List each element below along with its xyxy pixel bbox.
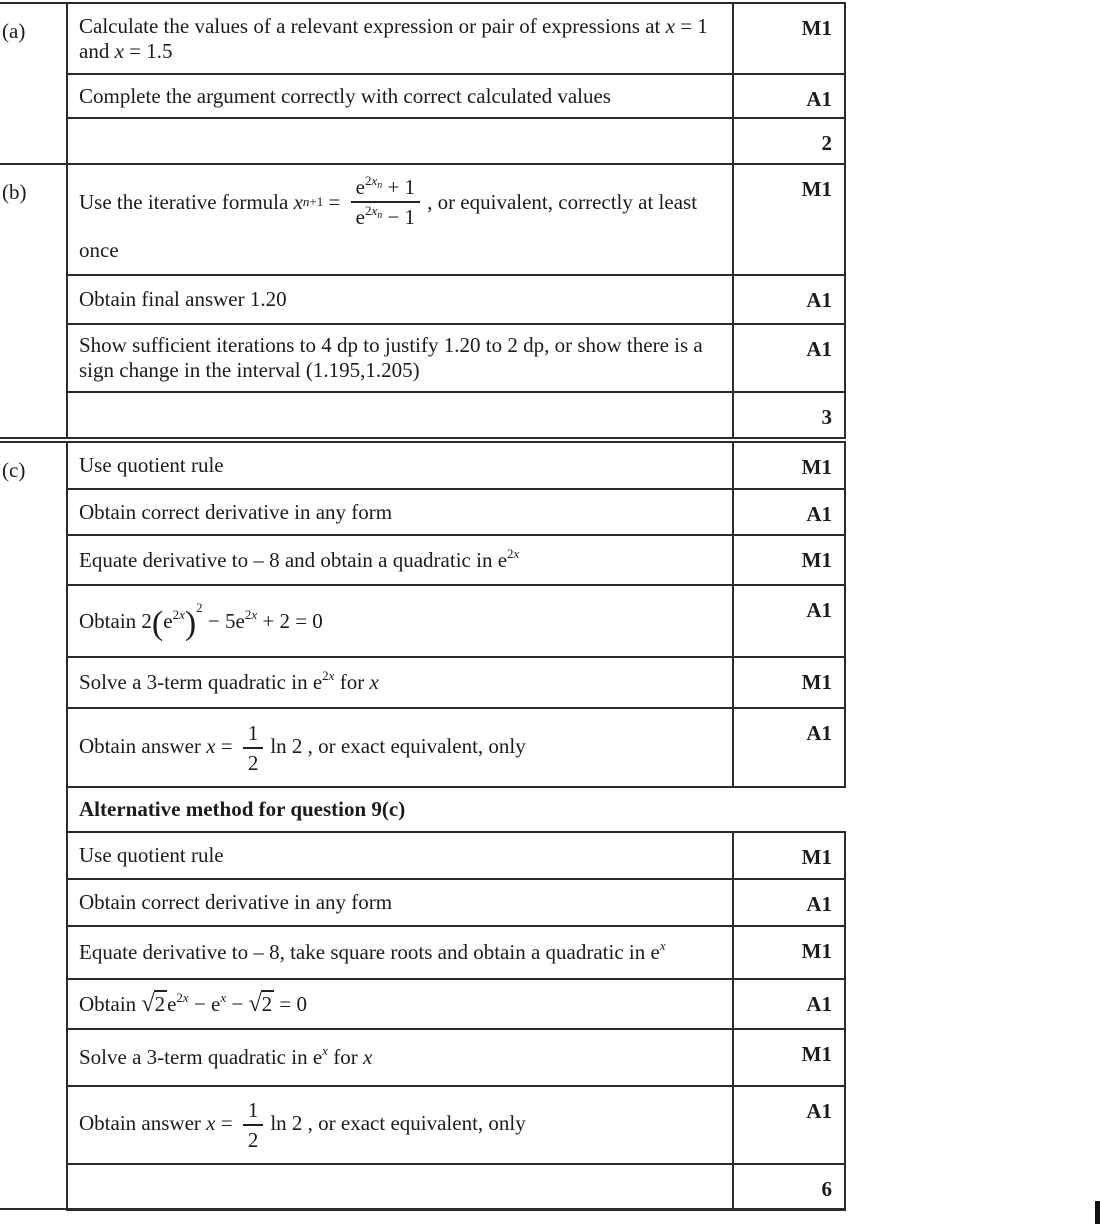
text-segment: , or exact equivalent, only <box>302 733 526 758</box>
exp-var-x: x <box>322 1043 328 1058</box>
math-var-x: x <box>293 189 303 214</box>
text-segment: once <box>79 238 119 262</box>
criterion-cell-c6 <box>67 708 733 787</box>
exp-var-x: x <box>371 173 378 188</box>
sub-var-n: n <box>302 194 310 209</box>
empty-cell <box>67 118 733 164</box>
exp-var-x: x <box>220 989 227 1005</box>
marks-table-part-c <box>0 441 846 1211</box>
math-var-x: x <box>206 733 216 758</box>
fraction-numerator <box>351 173 420 203</box>
exponent <box>660 938 666 953</box>
alternative-method-header: Alternative method for question 9(c) <box>67 787 845 832</box>
math-var-x: x <box>114 38 124 63</box>
criterion-cell-c12 <box>67 1086 733 1164</box>
text-segment: Use the iterative formula <box>79 189 294 214</box>
text-segment: Obtain final answer 1.20 <box>79 287 287 311</box>
equals-sign: = <box>215 1110 238 1135</box>
criterion-cell-c5 <box>67 657 733 708</box>
mark-cell-b3: A1 <box>733 324 845 392</box>
sub-plus-one: +1 <box>309 194 324 209</box>
text-segment: = 1.5 <box>123 38 173 63</box>
math-e: e <box>355 175 365 199</box>
text-segment: Obtain <box>79 609 142 633</box>
text-segment: + 2 = 0 <box>257 609 323 633</box>
part-label-b: (b) <box>0 164 67 438</box>
mark-cell-c2: A1 <box>733 489 845 535</box>
math-var-x: x <box>362 1045 373 1069</box>
mark-cell-c1: M1 <box>733 442 845 489</box>
fraction-numerator: 1 <box>243 722 264 749</box>
fraction-denominator: 2 <box>247 1128 259 1152</box>
fraction-one-half <box>243 722 264 774</box>
text-segment: , or equivalent, correctly at least <box>427 189 698 214</box>
text-segment: Use quotient rule <box>79 843 224 867</box>
minus-sign: − <box>226 991 249 1016</box>
total-marks-cell-c: 6 <box>733 1164 845 1209</box>
text-segment: Obtain answer <box>79 1110 207 1135</box>
exp-coef: 2 <box>176 989 183 1005</box>
criterion-cell-c9 <box>67 926 733 979</box>
criterion-cell-a1 <box>67 3 733 74</box>
sqrt-term <box>141 992 167 1016</box>
criterion-cell-b3 <box>67 324 733 392</box>
mark-cell-c5: M1 <box>733 657 845 708</box>
text-segment: Complete the argument correctly with correct calculated values <box>79 83 611 108</box>
exponent <box>176 990 188 1005</box>
exp-var-x: x <box>182 989 189 1005</box>
left-paren: ( <box>151 605 164 642</box>
text-segment: − 1 <box>382 205 416 229</box>
criterion-cell-c8 <box>67 879 733 926</box>
exponent <box>245 607 257 622</box>
mark-cell-c4: A1 <box>733 585 845 657</box>
criterion-cell-b2 <box>67 275 733 324</box>
ln-term: ln 2 <box>270 733 303 758</box>
criterion-cell-a2 <box>67 74 733 118</box>
text-segment: + 1 <box>382 175 416 199</box>
mark-cell-c7: M1 <box>733 832 845 879</box>
mark-cell-c8: A1 <box>733 879 845 926</box>
math-e: e <box>497 547 508 572</box>
sqrt-term <box>248 992 274 1016</box>
exp-var-x: x <box>328 668 335 683</box>
mark-cell-c9: M1 <box>733 926 845 979</box>
page-edge-artifact <box>1095 1201 1100 1224</box>
math-e: e <box>211 991 221 1016</box>
criterion-cell-c4 <box>67 585 733 657</box>
criterion-line <box>79 39 722 64</box>
exponent <box>322 668 334 683</box>
math-e: e <box>312 670 323 694</box>
exp-var-x: x <box>251 607 258 622</box>
criterion-line: Show sufficient iterations to 4 dp to justify 1.20 to 2 dp, or show there is a <box>79 333 703 357</box>
exp-coef: 2 <box>172 607 180 622</box>
outer-exponent: 2 <box>196 600 203 615</box>
mark-cell-a2: A1 <box>733 74 845 118</box>
text-segment: , or exact equivalent, only <box>302 1110 526 1135</box>
criterion-cell-c11 <box>67 1029 733 1086</box>
text-segment: = 0 <box>274 991 307 1016</box>
math-e: e <box>167 991 177 1016</box>
exponent <box>364 173 383 191</box>
text-segment: Equate derivative to – 8, take square roots and obtain a quadratic in <box>79 940 651 964</box>
coefficient: 2 <box>141 609 152 633</box>
math-e: e <box>312 1045 323 1069</box>
math-e: e <box>650 940 660 964</box>
fraction-numerator: 1 <box>243 1099 264 1126</box>
text-segment: Obtain <box>79 991 142 1016</box>
text-segment: for <box>334 670 370 694</box>
equals-sign: = <box>323 189 346 214</box>
exp-var-x: x <box>179 607 185 622</box>
fraction-one-half <box>243 1099 264 1151</box>
criterion-cell-c3 <box>67 535 733 585</box>
radical-sign: √ <box>248 990 262 1017</box>
text-segment: for <box>327 1045 363 1069</box>
exp-coef: 2 <box>244 607 252 622</box>
criterion-cell-c10 <box>67 979 733 1029</box>
text-segment: Calculate the values of a relevant expression or pair of expressions at <box>79 13 666 38</box>
mark-cell-a1: M1 <box>733 3 845 74</box>
marks-table-parts-ab <box>0 2 846 439</box>
math-var-x: x <box>369 670 379 694</box>
criterion-cell-c7 <box>67 832 733 879</box>
mark-cell-c11: M1 <box>733 1029 845 1086</box>
criterion-cell-c1 <box>67 442 733 489</box>
math-var-x: x <box>665 13 675 38</box>
fraction-denominator: 2 <box>247 750 259 775</box>
mark-cell-c12: A1 <box>733 1086 845 1164</box>
mark-cell-c10: A1 <box>733 979 845 1029</box>
total-marks-cell-b: 3 <box>733 392 845 438</box>
criterion-line: sign change in the interval (1.195,1.205) <box>79 358 420 382</box>
text-segment: = 1 <box>674 13 708 38</box>
text-segment: Use quotient rule <box>79 453 224 477</box>
exp-coef: 2 <box>322 668 329 683</box>
empty-cell <box>67 1164 733 1209</box>
text-segment: Solve a 3-term quadratic in <box>79 670 313 694</box>
fraction-denominator <box>351 203 420 228</box>
right-paren: ) <box>184 605 197 642</box>
exponent <box>507 546 519 561</box>
mark-cell-c3: M1 <box>733 535 845 585</box>
ln-term: ln 2 <box>270 1110 303 1135</box>
radicand: 2 <box>261 991 273 1016</box>
text-segment: Equate derivative to – 8 and obtain a quadratic in <box>79 547 498 572</box>
total-marks-cell-a: 2 <box>733 118 845 164</box>
sub-var-n: n <box>377 180 383 191</box>
radicand: 2 <box>154 991 166 1016</box>
text-segment: Obtain answer <box>79 733 207 758</box>
text-segment: Obtain correct derivative in any form <box>79 499 393 524</box>
text-segment: and <box>79 38 115 63</box>
math-e: e <box>163 609 173 633</box>
text-segment: Obtain correct derivative in any form <box>79 890 393 914</box>
empty-cell <box>67 392 733 438</box>
text-segment: − 5 <box>202 609 236 633</box>
iterative-formula <box>79 173 722 229</box>
mark-cell-b2: A1 <box>733 275 845 324</box>
exp-var-x: x <box>371 203 378 218</box>
equals-sign: = <box>215 733 238 758</box>
math-e: e <box>235 609 245 633</box>
math-e: e <box>355 205 365 229</box>
text-segment: Solve a 3-term quadratic in <box>79 1045 313 1069</box>
mark-cell-b1: M1 <box>733 164 845 275</box>
part-label-c: (c) <box>0 442 67 1209</box>
criterion-cell-b1 <box>67 164 733 275</box>
exp-coef: 2 <box>507 545 514 561</box>
mark-cell-c6: A1 <box>733 708 845 787</box>
exp-coef: 2 <box>364 203 372 218</box>
exp-var-x: x <box>659 938 666 953</box>
minus-sign: − <box>188 991 212 1016</box>
math-var-x: x <box>206 1110 216 1135</box>
exp-coef: 2 <box>364 173 372 188</box>
exponent <box>364 203 383 221</box>
criterion-cell-c2 <box>67 489 733 535</box>
exponent <box>173 607 185 622</box>
sub-var-n: n <box>377 210 383 221</box>
part-label-a: (a) <box>0 3 67 164</box>
exp-var-x: x <box>513 545 520 561</box>
criterion-line <box>79 14 722 39</box>
fraction <box>351 173 420 229</box>
radical-sign: √ <box>141 990 155 1017</box>
